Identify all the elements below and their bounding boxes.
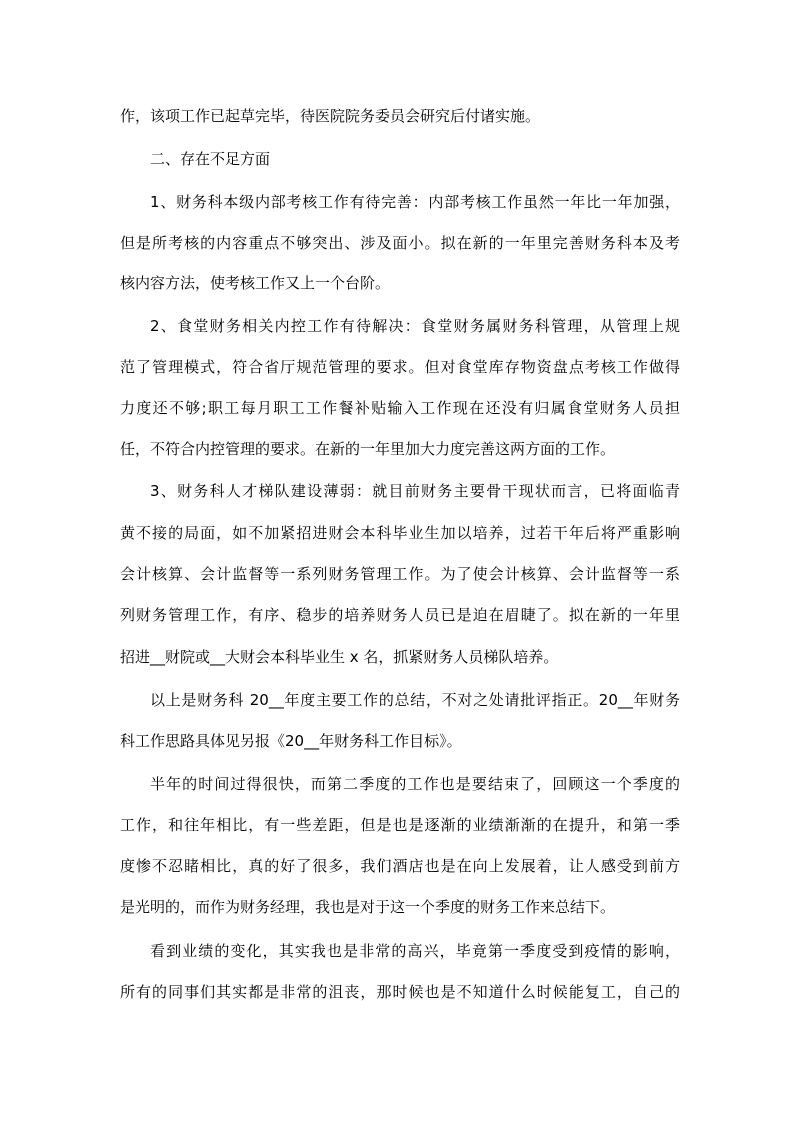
section-heading: 二、存在不足方面 xyxy=(150,150,271,168)
text-line: 3、财务科人才梯队建设薄弱：就目前财务主要骨干现状而言，已将面临青 xyxy=(150,482,680,500)
text-line: 工作，和往年相比，有一些差距，但是也是逐渐的业绩渐渐的在提升，和第一季 xyxy=(120,816,680,834)
text-line: 科工作思路具体见另报《20__年财务科工作目标》。 xyxy=(120,732,462,750)
text-line: 以上是财务科 20__年度主要工作的总结，不对之处请批评指正。20__年财务 xyxy=(150,691,680,709)
text-line: 范了管理模式，符合省厅规范管理的要求。但对食堂库存物资盘点考核工作做得 xyxy=(120,358,680,376)
text-line: 列财务管理工作，有序、稳步的培养财务人员已是迫在眉睫了。拟在新的一年里 xyxy=(120,606,680,624)
text-line: 是光明的，而作为财务经理，我也是对于这一个季度的财务工作来总结下。 xyxy=(120,898,616,916)
text-line: 所有的同事们其实都是非常的沮丧，那时候也是不知道什么时候能复工，自己的 xyxy=(120,983,680,1001)
text-line: 半年的时间过得很快，而第二季度的工作也是要结束了，回顾这一个季度的 xyxy=(150,775,680,793)
text-line: 1、财务科本级内部考核工作有待完善：内部考核工作虽然一年比一年加强， xyxy=(150,193,680,211)
text-line: 黄不接的局面，如不加紧招进财会本科毕业生加以培养，过若干年后将严重影响 xyxy=(120,524,680,542)
text-line: 但是所考核的内容重点不够突出、涉及面小。拟在新的一年里完善财务科本及考 xyxy=(120,234,680,252)
text-line: 任，不符合内控管理的要求。在新的一年里加大力度完善这两方面的工作。 xyxy=(120,440,616,458)
text-line: 力度还不够;职工每月职工工作餐补贴输入工作现在还没有归属食堂财务人员担 xyxy=(120,399,680,417)
text-line: 招进__财院或__大财会本科毕业生 x 名，抓紧财务人员梯队培养。 xyxy=(120,648,559,666)
text-line: 看到业绩的变化，其实我也是非常的高兴，毕竟第一季度受到疫情的影响， xyxy=(150,942,680,960)
text-line: 2、食堂财务相关内控工作有待解决：食堂财务属财务科管理，从管理上规 xyxy=(150,317,680,335)
text-line: 度惨不忍睹相比，真的好了很多，我们酒店也是在向上发展着，让人感受到前方 xyxy=(120,857,680,875)
text-line: 会计核算、会计监督等一系列财务管理工作。为了使会计核算、会计监督等一系 xyxy=(120,565,680,583)
text-line: 作，该项工作已起草完毕，待医院院务委员会研究后付诸实施。 xyxy=(120,107,541,125)
text-line: 核内容方法，使考核工作又上一个台阶。 xyxy=(120,274,391,292)
